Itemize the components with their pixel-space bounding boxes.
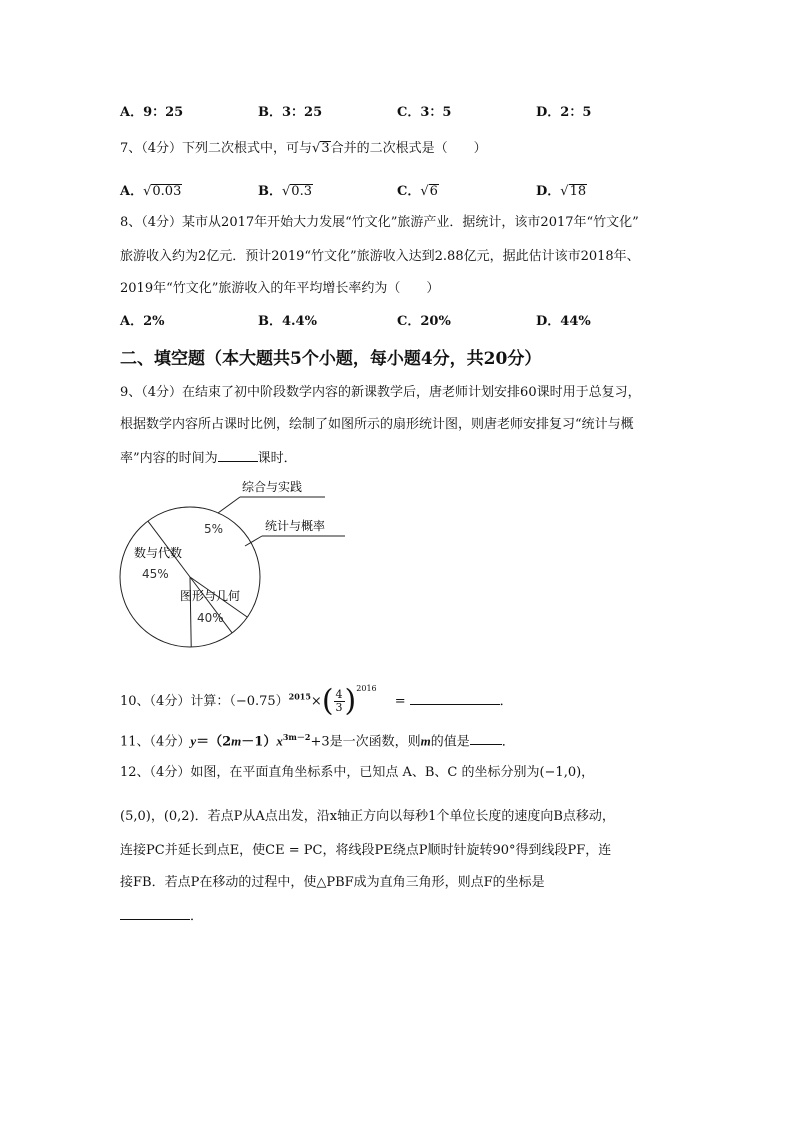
q6-option-c: C．3：5 [397, 105, 452, 120]
q8-line-3: 2019年“竹文化”旅游收入的年平均增长率约为（ ） [120, 281, 440, 296]
q8-option-a: A．2% [120, 314, 165, 329]
q12-line-1: 12、（4分）如图，在平面直角坐标系中，已知点 A、B、C 的坐标分别为(−1,0)， [120, 765, 595, 780]
pie-label-practice: 综合与实践 [242, 480, 303, 494]
q6-option-b: B．3：25 [258, 105, 323, 120]
pie-pct-algebra: 45% [142, 567, 169, 581]
pie-label-geometry: 图形与几何 [180, 589, 241, 603]
pie-boundary-3 [190, 577, 191, 647]
q9-blank[interactable] [218, 448, 258, 462]
q10-stem: 10、（4分）计算：$(-0.75)^{2015}\times$( $\frac{4}{3}$ )$^{2016}$ = ． [120, 683, 513, 719]
leader-line-practice [218, 497, 240, 513]
q9-line-1: 9、（4分）在结束了初中阶段数学内容的新课教学后，唐老师计划安排60课时用于总复习， [120, 385, 641, 400]
q7-option-c: C．√6 [397, 184, 438, 199]
q8-line-2: 旅游收入约为2亿元．预计2019“竹文化”旅游收入达到2.88亿元，据此估计该市2018年、 [120, 249, 640, 264]
q8-option-b: B．4.4% [258, 314, 317, 329]
q12-line-3: 连接PC并延长到点E，使CE = PC，将线段PE绕点P顺时针旋转90°得到线段PF，连 [120, 843, 612, 858]
pie-chart [100, 470, 360, 670]
q7-option-b: B．√0.3 [258, 184, 312, 199]
q10-blank[interactable] [410, 691, 500, 705]
q8-option-d: D．44% [536, 314, 591, 329]
q11-blank[interactable] [470, 731, 502, 745]
q8-option-c: C．20% [397, 314, 451, 329]
q7-option-a: A．√0.03 [120, 184, 182, 199]
q9-line-2: 根据数学内容所占课时比例，绘制了如图所示的扇形统计图，则唐老师安排复习“统计与概 [120, 417, 634, 432]
pie-pct-geometry: 40% [197, 611, 224, 625]
q7-prefix: 7、（4分）下列二次根式中，可与 [120, 141, 313, 156]
q6-option-a: A．9：25 [120, 105, 184, 120]
q6-option-d: D．2：5 [536, 105, 592, 120]
q7-option-d: D．√18 [536, 184, 587, 199]
q11-stem: 11、（4分）$y=(2m-1)x^{3m-2}+3$是一次函数，则m的值是 ． [120, 732, 515, 750]
q7-stem: 7、（4分）下列二次根式中，可与√3合并的二次根式是（ ） [120, 141, 487, 156]
q7-suffix: 合并的二次根式是（ ） [330, 141, 487, 156]
q9-line-3: 率”内容的时间为 课时． [120, 448, 297, 468]
pie-label-algebra: 数与代数 [134, 546, 183, 560]
q12-blank[interactable] [120, 906, 190, 920]
q12-line-5: ． [120, 906, 203, 926]
q7-radicand: 3 [321, 141, 330, 156]
q12-line-4: 接FB．若点P在移动的过程中，使△PBF成为直角三角形，则点F的坐标是 [120, 875, 545, 890]
pie-label-statistics: 统计与概率 [265, 519, 326, 533]
q12-line-2: (5,0)，(0,2)．若点P从A点出发，沿x轴正方向以每秒1个单位长度的速度向B点移动， [120, 809, 615, 824]
section-2-title: 二、填空题（本大题共5个小题，每小题4分，共20分） [120, 349, 542, 369]
pie-pct-practice: 5% [204, 522, 224, 536]
q8-line-1: 8、（4分）某市从2017年开始大力发展“竹文化”旅游产业．据统计，该市2017年“竹文化” [120, 215, 639, 230]
